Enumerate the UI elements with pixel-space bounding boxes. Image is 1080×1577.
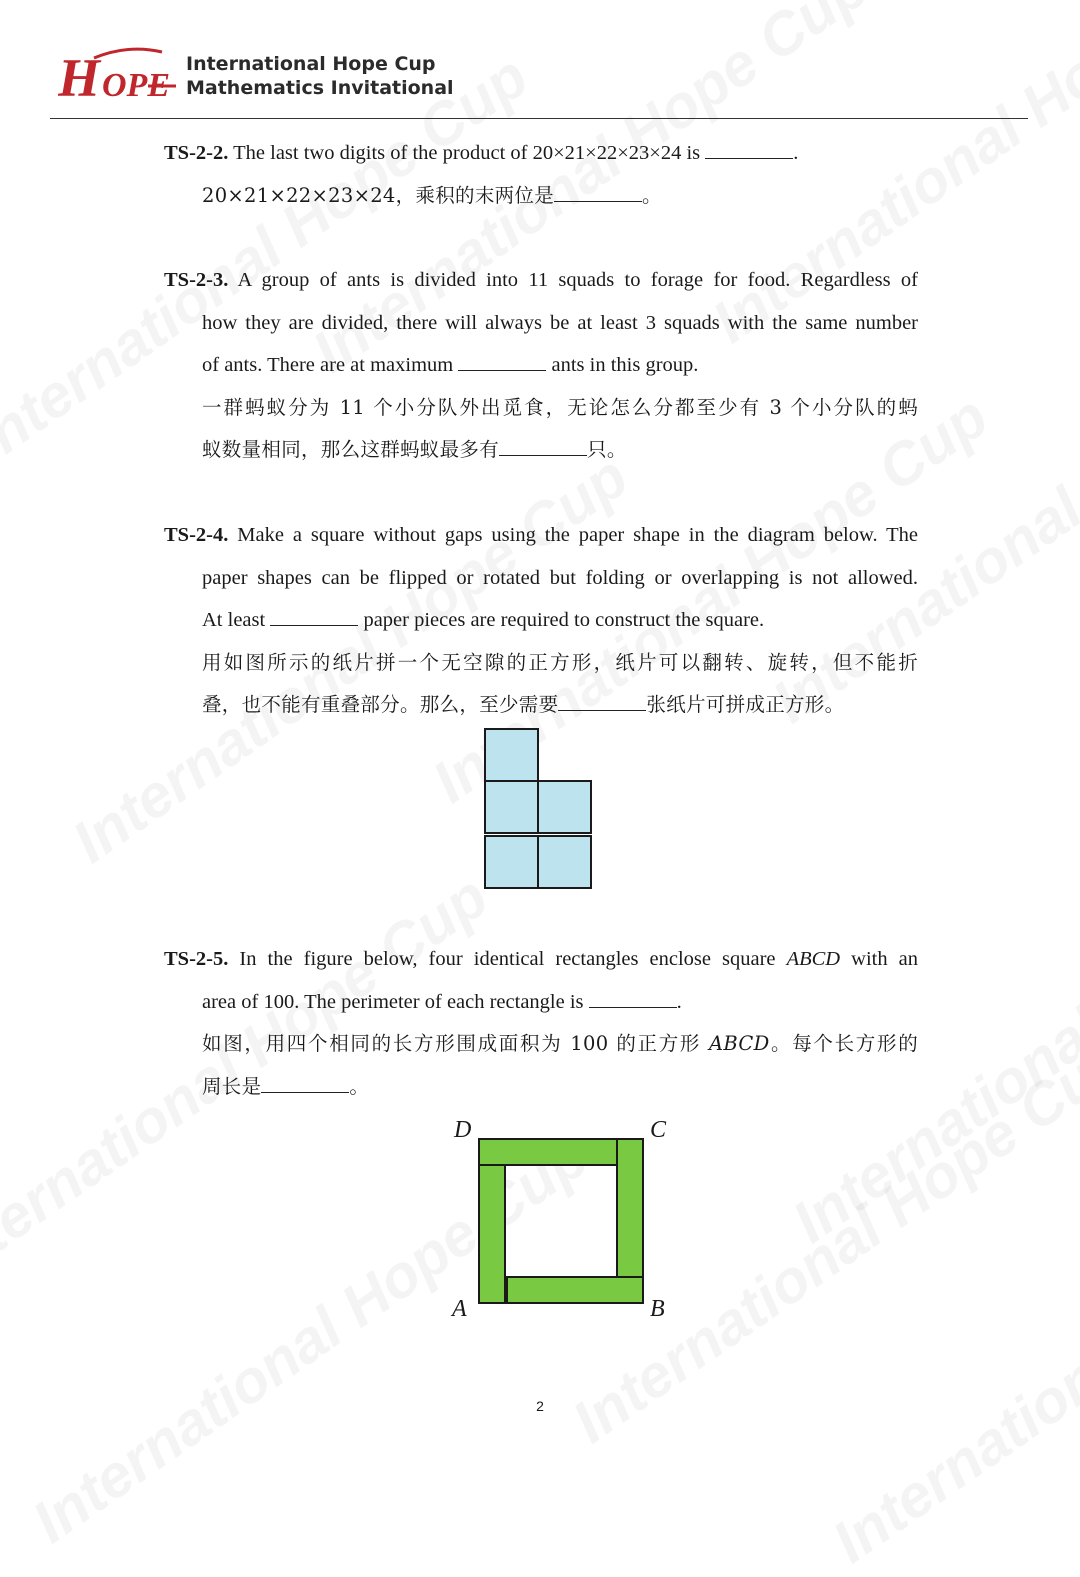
problem-text: how they are divided, there will always be at least 3 squads with the same number [202,311,918,334]
problem-number: TS-2-2. [164,142,229,164]
answer-blank [499,437,587,456]
problem-text-cn: 叠，也不能有重叠部分。那么，至少需要 [202,693,559,716]
paper-square [537,780,592,834]
problem-text: area of 100. The perimeter of each rectangle is [202,990,584,1013]
problem-line-cn [164,1066,918,1109]
problem-line-cn [164,175,918,218]
rectangle-right [616,1138,644,1278]
problem-text: of ants. There are at maximum [202,354,454,376]
problem-text-cn: 每个长方形的 [792,1032,918,1055]
problem-line [164,259,918,302]
problem-ts-2-3 [164,259,918,472]
page-number: 2 [536,1398,544,1414]
problem-text-cn: 蚁数量相同，那么这群蚂蚁最多有 [202,438,500,461]
rectangle-bottom [506,1276,644,1304]
problem-text: Make a square without gaps using the paper shape in the diagram below. The [237,524,919,546]
problem-text-cn: 一群蚂蚁分为 11 个小分队外出觅食，无论怎么分都至少有 3 个小分队的蚂 [202,395,918,419]
problem-ts-2-2 [164,132,918,217]
svg-text:OPE: OPE [102,67,170,102]
problem-line [164,981,918,1024]
svg-text:H: H [58,48,101,102]
problem-line [164,514,918,557]
header-title-line2: Mathematics Invitational [186,77,454,99]
answer-blank [270,607,358,626]
header-divider [50,118,1028,119]
paper-square [484,835,539,889]
punctuation: . [793,142,799,164]
header-title [186,52,454,100]
problem-line-cn [164,429,918,472]
problem-line [164,132,918,175]
problem-number: TS-2-4. [164,524,229,546]
answer-blank [261,1074,349,1093]
problem-text-cn: 如图，用四个相同的长方形围成面积为 100 的正方形 [202,1032,702,1055]
answer-blank [458,352,546,371]
problem-line [164,344,918,387]
square-name: ABCD [709,1032,770,1055]
problem-line [164,938,918,981]
vertex-label-d: D [454,1117,472,1143]
problem-line-cn [164,387,918,430]
problem-text: A group of ants is divided into 11 squads to forage for food. Regardless of [237,269,919,291]
rectangle-left [478,1164,506,1304]
square-abcd-figure [440,1110,680,1330]
answer-blank [554,183,642,202]
problem-number: TS-2-3. [164,269,229,291]
answer-blank [589,989,677,1008]
paper-square [484,780,539,834]
vertex-label-b: B [650,1296,665,1322]
page-header [0,0,1080,120]
rectangle-top [478,1138,618,1166]
problem-text: paper shapes can be flipped or rotated but folding or overlapping is not allowed. [202,566,918,589]
problem-text: At least [202,609,266,631]
punctuation: . [676,990,682,1013]
square-name: ABCD [786,948,841,970]
problem-number: TS-2-5. [164,948,229,970]
problem-text: paper pieces are required to construct the square. [363,609,765,631]
problem-ts-2-5 [164,938,918,1108]
paper-square [537,835,592,889]
vertex-label-a: A [452,1296,467,1322]
problem-text-cn: 张纸片可拼成正方形。 [646,693,845,716]
watermark-text [820,1141,1080,1576]
problem-text-cn: 用如图所示的纸片拼一个无空隙的正方形，纸片可以翻转、旋转，但不能折 [202,650,918,674]
answer-blank [705,140,793,159]
problem-text: with an [851,948,918,970]
punctuation: 。 [349,1074,370,1098]
paper-square [484,728,539,782]
problem-text-cn: 周长是 [202,1074,262,1098]
header-title-line1: International Hope Cup [186,53,436,75]
problem-text: In the figure below, four identical rectangles enclose square [239,948,776,970]
problem-line [164,302,918,345]
problem-line [164,599,918,642]
hope-logo [58,46,178,102]
vertex-label-c: C [650,1117,667,1143]
problem-line-cn [164,642,918,685]
problem-text: The last two digits of the product of 20×21×22×23×24 is [233,142,701,164]
problem-line-cn [164,684,918,727]
problem-line [164,557,918,600]
problem-text-cn: 20×21×22×23×24，乘积的末两位是 [202,183,555,207]
problem-text: ants in this group. [551,354,699,376]
problem-ts-2-4 [164,514,918,727]
problem-line-cn [164,1023,918,1066]
paper-shape-figure [482,726,598,894]
problem-text-cn: 只。 [587,438,627,461]
punctuation: 。 [769,1032,793,1055]
answer-blank [558,692,646,711]
punctuation: 。 [642,183,662,207]
